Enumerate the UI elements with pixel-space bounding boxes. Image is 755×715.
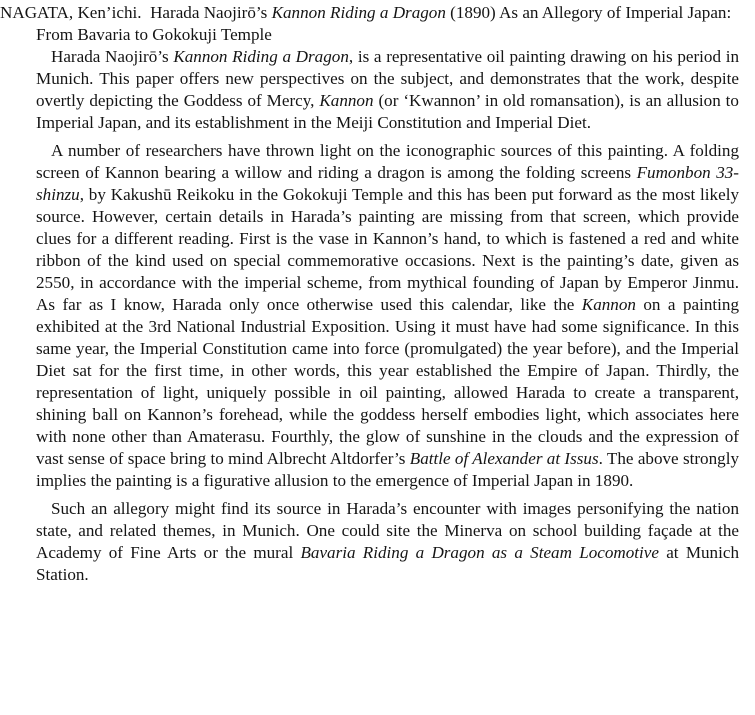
paragraph-2-text-2: , by Kakushū Reikoku in the Gokokuji Temple and this has been put forward as the most likely source. However, certain details in Harada’s painting are missing from that screen, which provide clues for a different reading. First is the vase in Kannon’s hand, to which is fastened a red and white ribbon of the kind used on special commemorative occasions. Next is the painting’s date, given as 2550, in accordance with the imperial scheme, from mythical founding of Japan by Emperor Jinmu. As far as I know, Harada only once otherwise used this calendar, like the <box>36 185 739 314</box>
paragraph-2-text-3: on a painting exhibited at the 3rd National Industrial Exposition. Using it must have had some significance. In this same year, the Imperial Constitution came into force (promulgated) the year before), and the Imperial Diet sat for the first time, in other words, this year established the Empire of Japan. Thirdly, the representation of light, uniquely possible in oil painting, allowed Harada to create a transparent, shining ball on Kannon’s forehead, while the goddess herself embodies light, which associates here with none other than Amaterasu. Fourthly, the glow of sunshine in the clouds and the expression of vast sense of space bring to mind Albrecht Altdorfer’s <box>36 295 739 468</box>
author-name: NAGATA, Ken’ichi. <box>0 3 142 22</box>
paragraph-1-text-3: (or ‘Kwannon’ in old romansation), is an allusion to Imperial Japan, and its establishment in the Meiji Constitution and Imperial Diet. <box>36 91 739 132</box>
paragraph-3-text-2: at Munich Station. <box>36 543 739 584</box>
paragraph-1-text-2: , is a representative oil painting drawing on his period in Munich. This paper offers new perspectives on the subject, and demonstrates that the work, despite overtly depicting the Goddess of Mercy, <box>36 47 739 110</box>
title-suffix: (1890) As an Allegory of Imperial Japan: From Bavaria to Gokokuji Temple <box>36 3 732 44</box>
paragraph-2-text-1: A number of researchers have thrown light on the iconographic sources of this painting. A folding screen of Kannon bearing a willow and riding a dragon is among the folding screens <box>36 141 739 182</box>
paragraph-1 <box>36 46 739 134</box>
paragraph-3-text-1: Such an allegory might find its source in Harada’s encounter with images personifying the nation state, and related themes, in Munich. One could site the Minerva on school building façade at the Academy of Fine Arts or the mural <box>36 499 739 562</box>
paragraph-2 <box>36 140 739 492</box>
paragraph-1-italic-1: Kannon Riding a Dragon <box>173 47 349 66</box>
paragraph-2-text-4: . The above strongly implies the painting is a figurative allusion to the emergence of Imperial Japan in 1890. <box>36 449 739 490</box>
paragraph-3 <box>36 498 739 586</box>
title-prefix: Harada Naojirō’s <box>150 3 268 22</box>
paragraph-1-text-1: Harada Naojirō’s <box>51 47 174 66</box>
abstract-heading <box>0 2 739 46</box>
paragraph-1-italic-2: Kannon <box>319 91 374 110</box>
paragraph-2-italic-3: Battle of Alexander at Issus <box>409 449 599 468</box>
artwork-title: Kannon Riding a Dragon <box>271 3 446 22</box>
paragraph-3-italic-1: Bavaria Riding a Dragon as a Steam Locomotive <box>300 543 659 562</box>
paragraph-2-italic-2: Kannon <box>581 295 636 314</box>
paragraph-2-italic-1: Fumonbon 33-shinzu <box>36 163 739 204</box>
